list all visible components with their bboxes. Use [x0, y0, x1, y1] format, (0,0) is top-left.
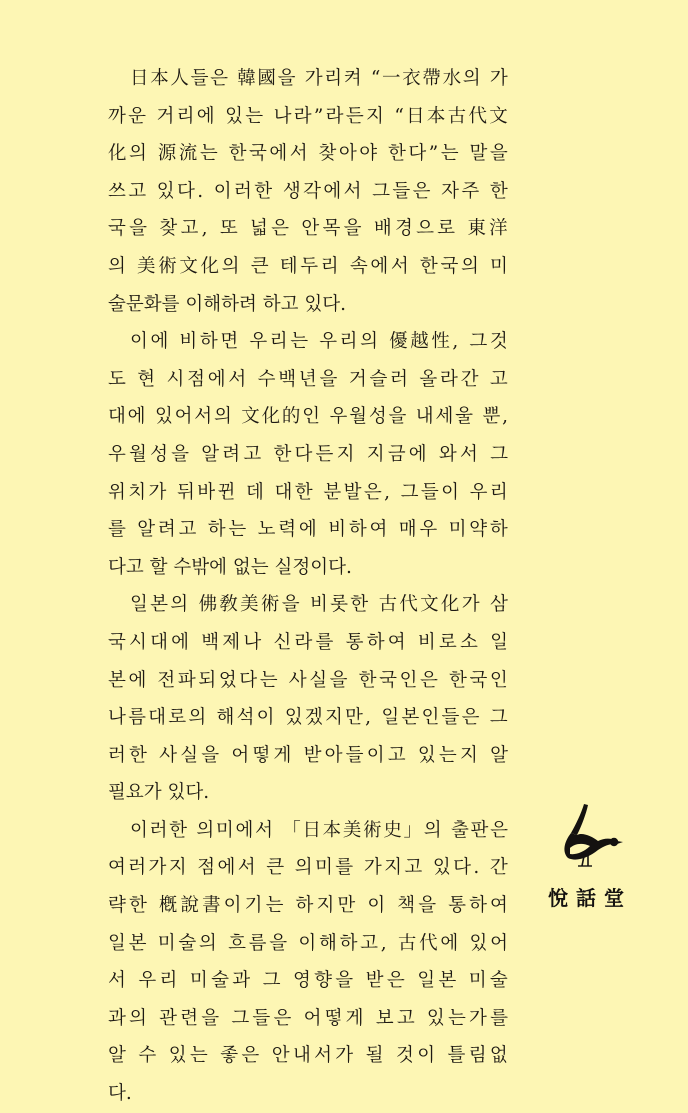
- text-line: 쓰 고 있 다 . 이 러 한 생 각 에 서 그 들 은 자 주 한: [108, 180, 508, 202]
- text-line: 알 수 있 는 좋 은 안 내 서 가 될 것 이 틀 림 없: [108, 1045, 508, 1067]
- publisher-mark: [548, 800, 658, 910]
- text-line: 의 美 術 文 化 의 큰 테 두 리 속 에 서 한 국 의 미: [108, 255, 508, 277]
- text-line: 를 알 려 고 하 는 노 력 에 비 하 여 매 우 미 약 하: [108, 519, 508, 541]
- publisher-name: 悅話堂: [548, 886, 632, 910]
- text-line: 나 름 대 로 의 해 석 이 있 겠 지 만 , 일 본 인 들 은 그: [108, 707, 508, 729]
- text-line: 다.: [108, 1083, 132, 1105]
- text-line: 여 러 가 지 점 에 서 큰 의 미 를 가 지 고 있 다 . 간: [108, 857, 508, 879]
- text-line: 러 한 사 실 을 어 떻 게 받 아 들 이 고 있 는 지 알: [108, 744, 508, 766]
- text-line: 이 러 한 의 미 에 서 「 日 本 美 術 史 」 의 출 판 은: [130, 819, 508, 841]
- text-line: 술문화를 이해하려 하고 있다.: [108, 293, 346, 315]
- text-line: 이 에 비 하 면 우 리 는 우 리 의 優 越 性 , 그 것: [130, 331, 508, 353]
- text-line: 우 월 성 을 알 려 고 한 다 든 지 지 금 에 와 서 그: [108, 443, 508, 465]
- text-line: 일 본 미 술 의 흐 름 을 이 해 하 고 , 古 代 에 있 어: [108, 932, 508, 954]
- magpie-icon: [554, 800, 624, 872]
- text-line: 위 치 가 뒤 바 뀐 데 대 한 분 발 은 , 그 들 이 우 리: [108, 481, 508, 503]
- text-line: 일 본 의 佛 敎 美 術 을 비 롯 한 古 代 文 化 가 삼: [130, 594, 508, 616]
- text-line: 필요가 있다.: [108, 782, 210, 804]
- text-line: 까 운 거 리 에 있 는 나 라 ” 라 든 지 “ 日 本 古 代 文: [108, 105, 508, 127]
- text-line: 본 에 전 파 되 었 다 는 사 실 을 한 국 인 은 한 국 인: [108, 669, 508, 691]
- text-line: 략 한 槪 說 書 이 기 는 하 지 만 이 책 을 통 하 여: [108, 895, 508, 917]
- text-line: 서 우 리 미 술 과 그 영 향 을 받 은 일 본 미 술: [108, 970, 508, 992]
- text-line: 日 本 人 들 은 韓 國 을 가 리 켜 “ 一 衣 帶 水 의 가: [130, 68, 508, 89]
- text-line: 대 에 있 어 서 의 文 化 的 인 우 월 성 을 내 세 울 뿐 ,: [108, 406, 508, 428]
- text-line: 국 시 대 에 백 제 나 신 라 를 통 하 여 비 로 소 일: [108, 631, 508, 653]
- blurb-text: [108, 60, 508, 1113]
- text-line: 과 의 관 련 을 그 들 은 어 떻 게 보 고 있 는 가 를: [108, 1007, 508, 1029]
- text-line: 국 을 찾 고 , 또 넓 은 안 목 을 배 경 으 로 東 洋: [108, 218, 508, 240]
- text-line: 도 현 시 점 에 서 수 백 년 을 거 슬 러 올 라 간 고: [108, 368, 508, 390]
- text-line: 化 의 源 流 는 한 국 에 서 찾 아 야 한 다 ” 는 말 을: [108, 143, 508, 165]
- text-line: 다고 할 수밖에 없는 실정이다.: [108, 556, 352, 578]
